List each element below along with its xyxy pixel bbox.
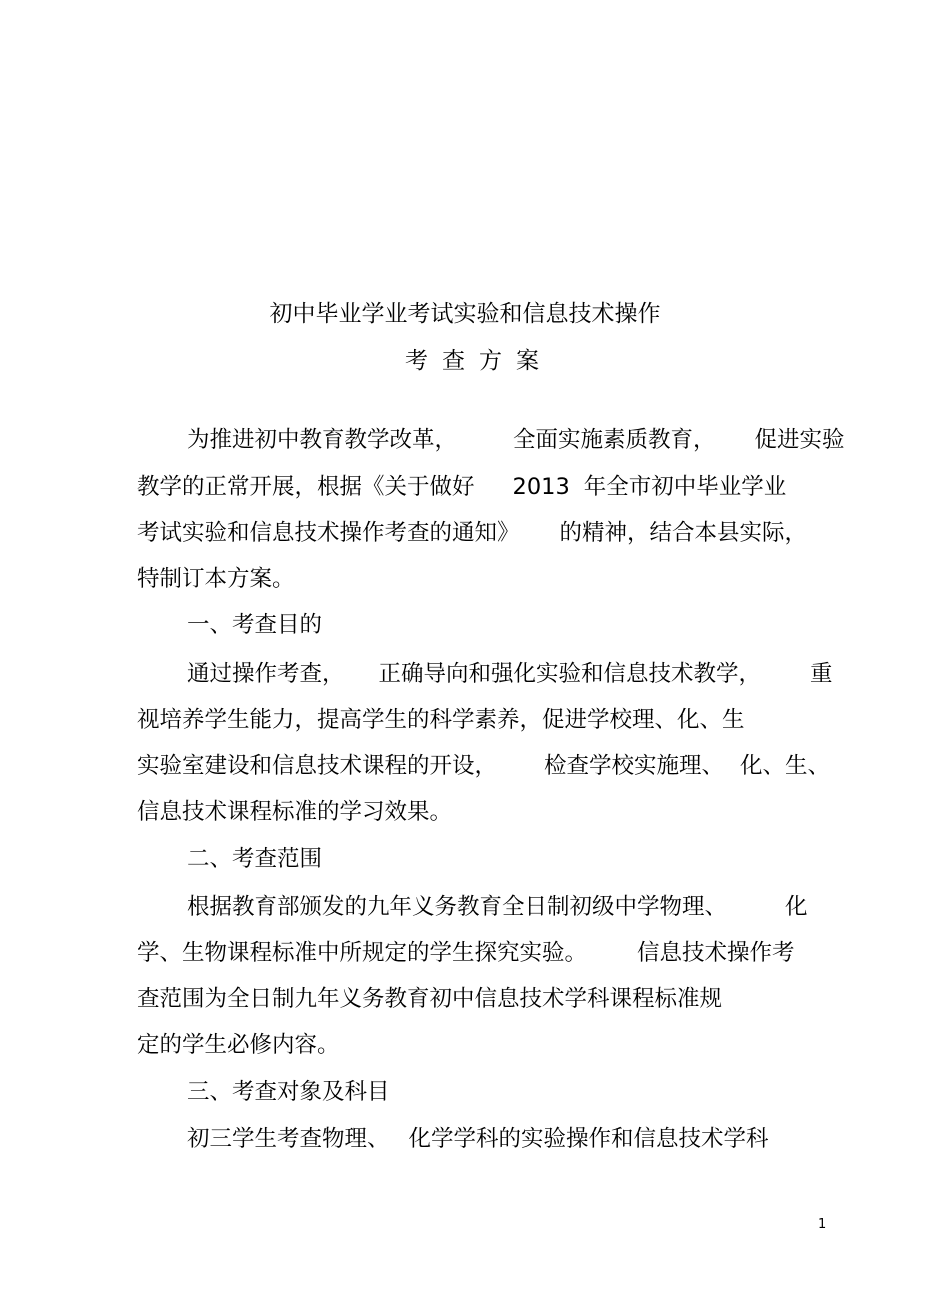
section-heading (187, 845, 322, 873)
text-segment: 根据教育部颁发的九年义务教育全日制初级中学物理、 (187, 894, 728, 920)
paragraph-line (137, 706, 745, 734)
text-segment: 促进实验 (754, 427, 845, 453)
paragraph-line (187, 660, 833, 688)
text-segment: 二、考查范围 (187, 846, 323, 872)
text-segment: 检查学校实施理、 (544, 753, 725, 779)
text-segment: 一、考查目的 (187, 612, 323, 638)
section-heading (187, 611, 322, 639)
text-segment: 重 (810, 661, 833, 687)
paragraph-line (137, 985, 722, 1013)
text-segment: 信息技术操作考 (637, 940, 795, 966)
text-segment: 化、生、 (740, 753, 831, 779)
document-subtitle: 考查方案 (405, 348, 553, 374)
text-segment: 学、生物课程标准中所规定的学生探究实验。 (137, 940, 588, 966)
text-segment: 全面实施素质教育， (513, 427, 716, 453)
text-segment: 为推进初中教育教学改革， (187, 427, 458, 453)
text-segment: 视培养学生能力，提高学生的科学素养，促进学校理、化、生 (137, 707, 745, 733)
paragraph-line (137, 473, 786, 501)
paragraph-line (187, 1125, 769, 1153)
paragraph-line (137, 1031, 340, 1059)
text-segment: 考试实验和信息技术操作考查的通知》 (137, 520, 520, 546)
text-segment: 通过操作考查， (187, 661, 345, 687)
paragraph-line (137, 798, 452, 826)
text-segment: 年全市初中毕业学业 (583, 474, 787, 500)
text-segment: 化学学科的实验操作和信息技术学科 (408, 1126, 769, 1152)
paragraph-line (137, 519, 807, 547)
section-heading (187, 1078, 390, 1106)
text-segment: 教学的正常开展，根据《关于做好 (137, 474, 475, 500)
text-segment: 2013 (512, 474, 570, 500)
text-segment: 查范围为全日制九年义务教育初中信息技术学科课程标准规 (137, 986, 723, 1012)
document-title: 初中毕业学业考试实验和信息技术操作 (269, 301, 661, 327)
paragraph-line (187, 426, 845, 454)
text-segment: 信息技术课程标准的学习效果。 (137, 799, 453, 825)
page-number: 1 (818, 1217, 827, 1232)
text-segment: 定的学生必修内容。 (137, 1032, 340, 1058)
paragraph-line (187, 893, 808, 921)
text-segment: 的精神，结合本县实际， (559, 520, 808, 546)
text-segment: 正确导向和强化实验和信息技术教学， (378, 661, 762, 687)
text-segment: 三、考查对象及科目 (187, 1079, 390, 1105)
paragraph-line (137, 565, 295, 593)
text-segment: 化 (785, 894, 808, 920)
text-segment: 实验室建设和信息技术课程的开设， (137, 753, 498, 779)
text-segment: 特制订本方案。 (137, 566, 295, 592)
paragraph-line (137, 939, 795, 967)
paragraph-line (137, 752, 830, 780)
text-segment: 初三学生考查物理、 (187, 1126, 390, 1152)
